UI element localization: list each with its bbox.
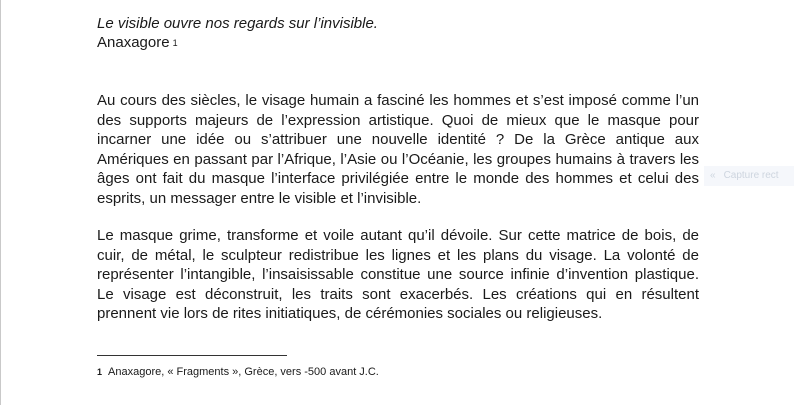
- document-page: [97, 14, 699, 324]
- epigraph-author: Anaxagore: [97, 34, 170, 51]
- body-paragraph-1: Au cours des siècles, le visage humain a fasciné les hommes et s’est imposé comme l’un des supports majeurs de l’expression artistique. Quoi de mieux que le masque pour incarner une idée ou s’attribuer une nouvelle identité ? De la Grèce antique aux Amériques en passant par l’Afrique, l’Asie ou l’Océanie, les groupes humains à travers les âges ont fait du masque l’interface privilégiée entre le monde des hommes et celui des esprits, un messager entre le visible et l’invisible.: [97, 92, 699, 207]
- epigraph-quote: Le visible ouvre nos regards sur l’invisible.: [97, 15, 378, 32]
- capture-tooltip[interactable]: [704, 166, 794, 186]
- collapse-arrow-icon[interactable]: «: [710, 170, 716, 181]
- footnote-reference[interactable]: 1: [172, 38, 178, 48]
- footnote-divider: [97, 355, 287, 356]
- body-paragraph-2: Le masque grime, transforme et voile autant qu’il dévoile. Sur cette matrice de bois, de cuir, de métal, le sculpteur redistribue les lignes et les plans du visage. La volonté de représenter l’intangible, l’insaisissable constitue une source infinie d’invention plastique. Le visage est déconstruit, les traits sont exacerbés. Les créations qui en résultent prennent vie lors de rites initiatiques, de cérémonies sociales ou religieuses.: [97, 227, 699, 322]
- capture-tooltip-label: Capture rect: [723, 170, 779, 181]
- page-edge-rule: [0, 0, 1, 405]
- epigraph-author-line: [97, 33, 699, 52]
- footnote-text: Anaxagore, « Fragments », Grèce, vers -500 avant J.C.: [108, 366, 379, 378]
- footnote: [97, 365, 379, 379]
- footnote-number: 1: [97, 367, 103, 377]
